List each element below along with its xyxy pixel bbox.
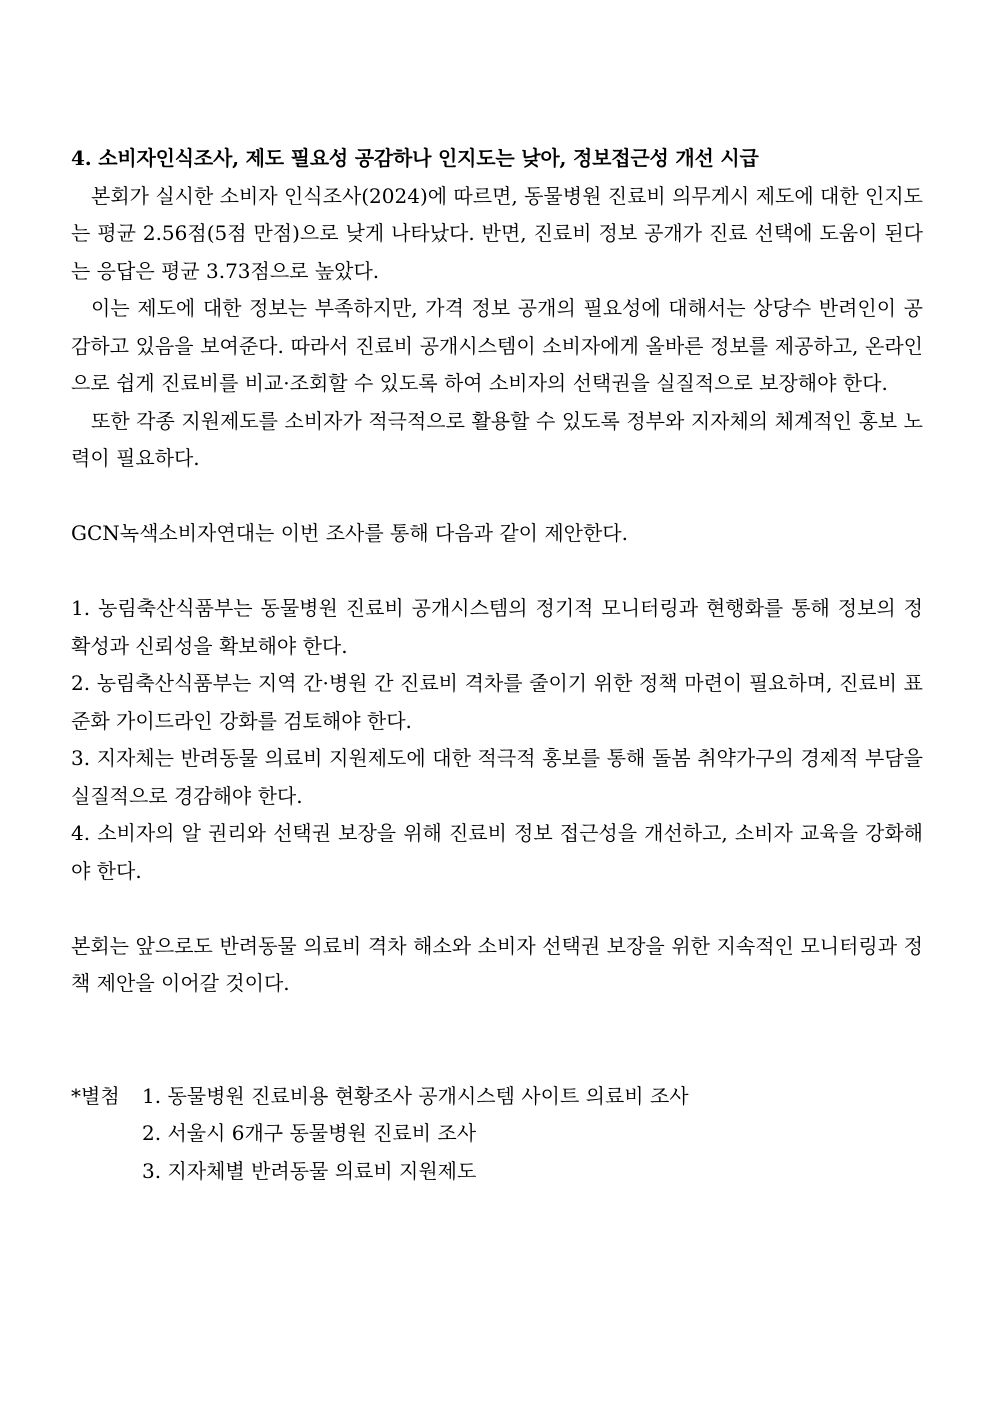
- proposal-intro: GCN녹색소비자연대는 이번 조사를 통해 다음과 같이 제안한다.: [71, 521, 628, 545]
- spacer: [71, 478, 923, 516]
- spacer: [71, 1040, 923, 1078]
- attachment-row: [71, 1115, 923, 1153]
- spacer: [71, 553, 923, 591]
- proposal-item: 3. 지자체는 반려동물 의료비 지원제도에 대한 적극적 홍보를 통해 돌봄 취약가구의 경제적 부담을 실질적으로 경감해야 한다.: [71, 746, 923, 808]
- paragraph-survey-result: 본회가 실시한 소비자 인식조사(2024)에 따르면, 동물병원 진료비 의무게시 제도에 대한 인지도는 평균 2.56점(5점 만점)으로 낮게 나타났다. 반면, 진료비 정보 공개가 진료 선택에 도움이 된다는 응답은 평균 3.73점으로 높았다.: [71, 183, 923, 283]
- proposal-item: 1. 농림축산식품부는 동물병원 진료비 공개시스템의 정기적 모니터링과 현행화를 통해 정보의 정확성과 신뢰성을 확보해야 한다.: [71, 596, 923, 658]
- section-heading: 4. 소비자인식조사, 제도 필요성 공감하나 인지도는 낮아, 정보접근성 개선 시급: [71, 146, 759, 170]
- proposal-item: 2. 농림축산식품부는 지역 간·병원 간 진료비 격차를 줄이기 위한 정책 마련이 필요하며, 진료비 표준화 가이드라인 강화를 검토해야 한다.: [71, 671, 923, 733]
- attachment-item: 3. 지자체별 반려동물 의료비 지원제도: [142, 1158, 477, 1183]
- attachment-label: *별첨: [71, 1083, 120, 1108]
- paragraph-interpretation: 이는 제도에 대한 정보는 부족하지만, 가격 정보 공개의 필요성에 대해서는 상당수 반려인이 공감하고 있음을 보여준다. 따라서 진료비 공개시스템이 소비자에게 올바른 정보를 제공하고, 온라인으로 쉽게 진료비를 비교·조회할 수 있도록 하여 소비자의 선택권을 실질적으로 보장해야 한다.: [71, 296, 923, 395]
- closing-statement: 본회는 앞으로도 반려동물 의료비 격차 해소와 소비자 선택권 보장을 위한 지속적인 모니터링과 정책 제안을 이어갈 것이다.: [71, 933, 923, 995]
- proposal-item: 4. 소비자의 알 권리와 선택권 보장을 위해 진료비 정보 접근성을 개선하고, 소비자 교육을 강화해야 한다.: [71, 821, 923, 883]
- attachment-item: 2. 서울시 6개구 동물병원 진료비 조사: [142, 1121, 477, 1145]
- attachment-list: [71, 1078, 923, 1191]
- document-body: [71, 140, 923, 1190]
- spacer: [71, 890, 923, 928]
- attachment-row: [71, 1078, 923, 1116]
- attachment-row: [71, 1153, 923, 1191]
- paragraph-promotion: 또한 각종 지원제도를 소비자가 적극적으로 활용할 수 있도록 정부와 지자체의 체계적인 홍보 노력이 필요하다.: [71, 408, 923, 470]
- spacer: [71, 1003, 923, 1041]
- attachment-item: 1. 동물병원 진료비용 현황조사 공개시스템 사이트 의료비 조사: [142, 1083, 689, 1108]
